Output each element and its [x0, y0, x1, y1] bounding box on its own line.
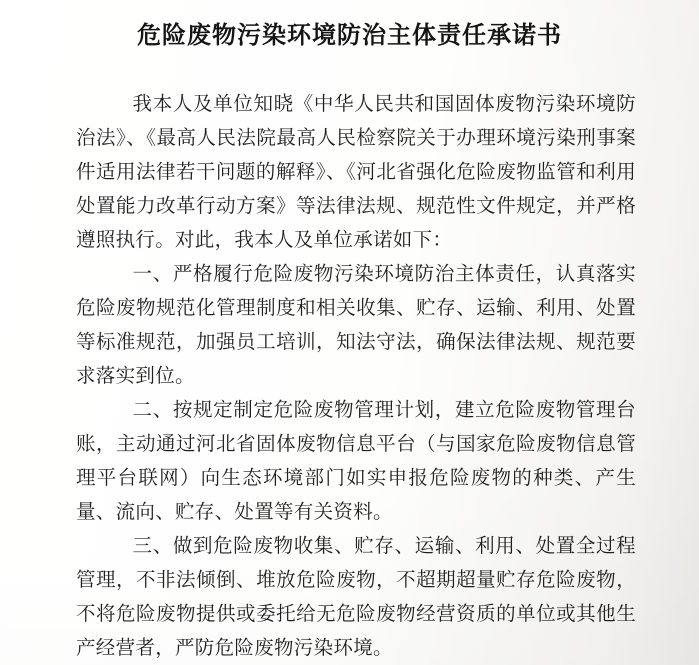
paragraph-intro: 我本人及单位知晓《中华人民共和国固体废物污染环境防治法》、《最高人民法院最高人民检察院关于办理环境污染刑事案件适用法律若干问题的解释》、《河北省强化危险废物监管和利用处置能力改革行动方案》等法律法规、规范性文件规定，并严格遵照执行。对此，我本人及单位承诺如下：: [76, 94, 636, 251]
paragraph-commitment-1: 一、严格履行危险废物污染环境防治主体责任，认真落实危险废物规范化管理制度和相关收集、贮存、运输、利用、处置等标准规范，加强员工培训，知法守法，确保法律法规、规范要求落实到位。: [76, 264, 636, 387]
paragraph-commitment-2: 二、按规定制定危险废物管理计划，建立危险废物管理台账，主动通过河北省固体废物信息平台（与国家危险废物信息管理平台联网）向生态环境部门如实申报危险废物的种类、产生量、流向、贮存、处置等有关资料。: [76, 400, 636, 523]
document-title: 危险废物污染环境防治主体责任承诺书: [137, 23, 562, 49]
document-body: [76, 88, 636, 665]
paragraph-commitment-3: 三、做到危险废物收集、贮存、运输、利用、处置全过程管理，不非法倾倒、堆放危险废物，不超期超量贮存危险废物，不将危险废物提供或委托给无危险废物经营资质的单位或其他生产经营者，严防危险废物污染环境。: [76, 536, 636, 659]
